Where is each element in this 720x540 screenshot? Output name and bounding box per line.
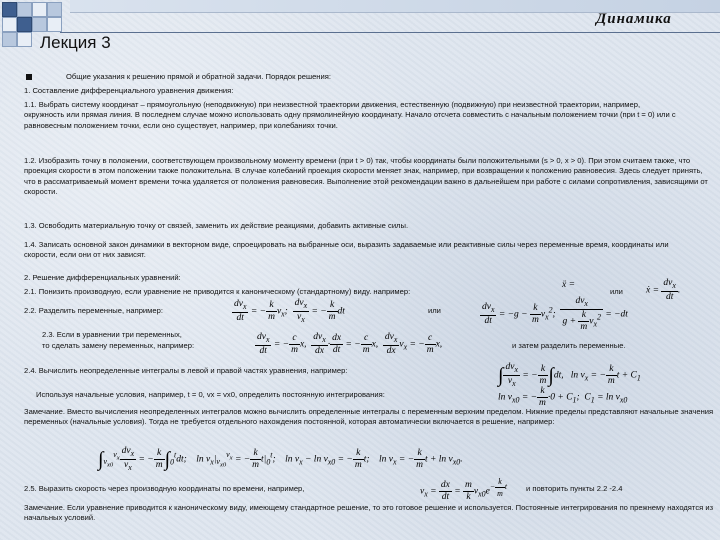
step-2-3b: то сделать замену переменных, например: [42, 341, 195, 350]
lecture-label: Лекция 3 [40, 33, 111, 52]
bullet-icon [26, 74, 32, 80]
step-1-4: 1.4. Записать основной закон динамики в векторном виде, спроецировать на выбранные оси, выразить задаваемые или реактивные силы через переменные время, координаты или скорости, если они от них зависят. [24, 240, 669, 260]
formula-x-ddot: ẍ = [562, 280, 576, 290]
remark-2: Замечание. Если уравнение приводится к каноническому виду, имеющему стандартное решение, то это готовое решение и используется. Постоянные интегрирования по прежнему находятся из начальных условий. [24, 503, 714, 523]
or-label-2: или [428, 306, 441, 315]
step-1: 1. Составление дифференциального уравнения движения: [24, 86, 234, 95]
formula-constant: $\ln v_{x0}$ = − $\frac{k}{m}$ $\cdot 0 + C_1$; $C_1 = \ln v_{x0}$ [498, 386, 628, 408]
step-2-5b: и повторить пункты 2.2 -2.4 [526, 484, 623, 493]
step-1-3: 1.3. Освободить материальную точку от связей, заменить их действие реакциями, добавить активные силы. [24, 221, 409, 230]
remark-1: Замечание. Вместо вычисления неопределенных интегралов можно вычислить определенные интегралы с переменным верхним пределом. Нижние пределы представляют начальные значения переменных (начальные условия). Тогда не требуется отдельного нахождения постоянной, которая автоматически включается в решение, например: [24, 407, 714, 427]
formula-substitution: $\frac{dv_x}{dt}$ = − $\frac{c}{m}$ x, $\frac{dv_x}{dx}$ · $\frac{dx}{dt}$ = − $\frac{c}{m}$ x, $\frac{dv_x}{dx}$ $v_x$ = − $\frac{c}{m}$ x, [257, 332, 443, 356]
formula-velocity: $v_x$ = $\frac{dx}{dt}$ = $\frac{m}{k}$ $v_{x0}e^{- \frac{k}{m} t}$ [420, 477, 508, 502]
step-2-3c: и затем разделить переменные. [512, 341, 626, 350]
formula-integrals: ∫ $\frac{dv_x}{v_x}$ = − $\frac{k}{m}$ ∫dt, $\ln v_x$ = − $\frac{k}{m}$ $t + C_1$ [498, 362, 641, 388]
step-2-4: 2.4. Вычислить неопределенные интегралы в левой и правой частях уравнения, например: [24, 366, 348, 375]
formula-definite: $\int_{v_{x0}}^{v_x}$ $\frac{dv_x}{v_x}$ = − $\frac{k}{m}$ $\int_0^tdt$; $\ln v_x|_{v_{x0}}^{v_x}$ = − $\frac{k}{m}$ $t|_0^t$; $\ln v_x - \ln v_{x0}$ = − $\frac{k}{m}$ t; $\ln v_x$ = − $\frac{k}{m}$ $t + \ln v_{x0}$. [98, 446, 463, 472]
formula-separate-1: $\frac{dv_x}{dt}$ = − $\frac{k}{m}$ $v_x$; $\frac{dv_x}{v_x}$ = − $\frac{k}{m}$ dt [234, 298, 345, 324]
step-2-1: 2.1. Понизить производную, если уравнение не приводится к каноническому (стандартному) виду. например: [24, 287, 411, 296]
title-rule [60, 32, 720, 33]
step-2-3a: 2.3. Если в уравнении три переменных, [42, 330, 182, 339]
initial-conditions: Используя начальные условия, например, t = 0, vx = vx0, определить постоянную интегрирования: [36, 390, 385, 399]
slide-title: Динамика [596, 11, 672, 27]
step-2-5: 2.5. Выразить скорость через производную координаты по времени, например, [24, 484, 305, 493]
formula-x-dot: ẋ = $\frac{dv_x}{dt}$ . [646, 278, 681, 302]
or-label: или [610, 287, 623, 296]
step-1-2: 1.2. Изобразить точку в положении, соответствующем произвольному моменту времени (при t > 0) так, чтобы координаты были положительными (s > 0, x > 0). При этом считаем также, что проекция скорости в этом положении также положительна. В случае колебаний проекция скорости меняет знак, например, при возвращении к положению равновесия. Здесь следует принять, что в рассматриваемый момент времени точка удаляется от положения равновесия. Выполнение этой рекомендации важно в дальнейшем при работе с силами сопротивления, зависящими от скорости. [24, 156, 708, 196]
step-2-2: 2.2. Разделить переменные, например: [24, 306, 163, 315]
step-1-1: 1.1. Выбрать систему координат – прямоугольную (неподвижную) при неизвестной траектории движения, естественную (подвижную) при неизвестной траектории, например, окружность или прямая линия. В последнем случае можно использовать одну прямолинейную координату. Начало отсчета совместить с начальным положением точки (при t = 0) или с равновесным положением точки, если оно существует, например, при колебаниях точки. [24, 100, 676, 130]
step-2: 2. Решение дифференциальных уравнений: [24, 273, 181, 282]
formula-separate-2: $\frac{dv_x}{dt}$ = −g − $\frac{k}{m}$ $v_x^2$; $dv_x$ g + $\frac{k}{m}$ $v_x^2$ = −dt [482, 296, 628, 332]
section-heading: Общие указания к решению прямой и обратной задачи. Порядок решения: [66, 72, 331, 81]
